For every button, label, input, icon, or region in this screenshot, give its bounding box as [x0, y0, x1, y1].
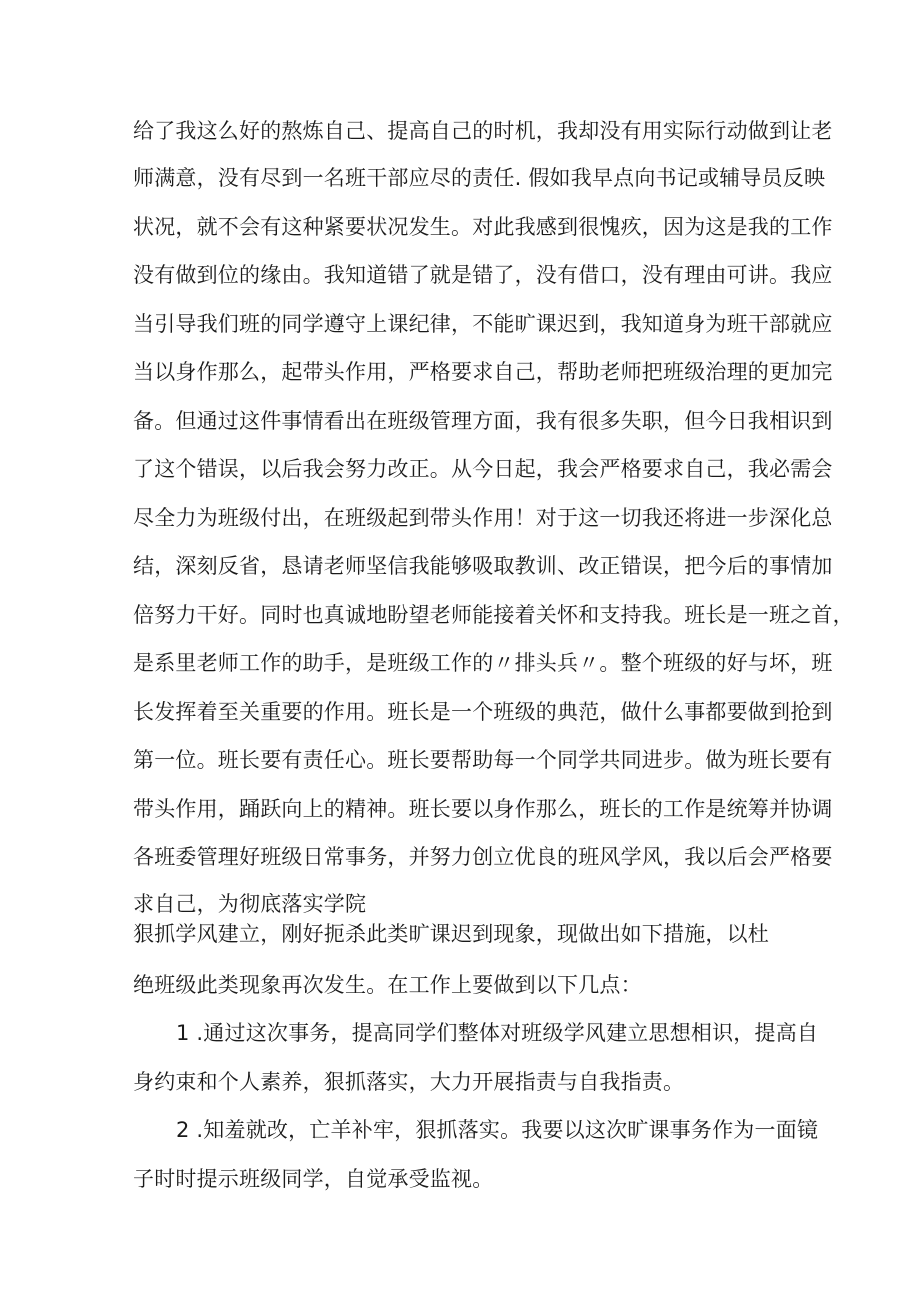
text-line: 备。但通过这件事情看出在班级管理方面，我有很多失职，但今日我相识到: [133, 409, 833, 433]
list-item-1-line: 1 .通过这次事务，提高同学们整体对班级学风建立思想相识，提高自: [176, 1021, 819, 1045]
text-line: 当引导我们班的同学遵守上课纪律，不能旷课迟到，我知道身为班干部就应: [133, 312, 833, 336]
text-line: 各班委管理好班级日常事务，并努力创立优良的班风学风，我以后会严格要: [133, 845, 833, 869]
text-line: 长发挥着至关重要的作用。班长是一个班级的典范，做什么事都要做到抢到: [133, 700, 833, 724]
text-line: 师满意，没有尽到一名班干部应尽的责任. 假如我早点向书记或辅导员反映: [133, 166, 826, 190]
text-line: 狠抓学风建立，刚好扼杀此类旷课迟到现象，现做出如下措施，以杜: [133, 922, 769, 946]
list-item-2-continuation: 子时时提示班级同学，自觉承受监视。: [133, 1167, 494, 1191]
text-line: 结，深刻反省，恳请老师坚信我能够吸取教训、改正错误，把今后的事情加: [133, 554, 833, 578]
text-line: 第一位。班长要有责任心。班长要帮助每一个同学共同进步。做为班长要有: [133, 748, 833, 772]
text-line: 倍努力干好。同时也真诚地盼望老师能接着关怀和支持我。班长是一班之首，: [133, 603, 854, 627]
text-line: 没有做到位的缘由。我知道错了就是错了，没有借口，没有理由可讲。我应: [133, 263, 833, 287]
text-line: 状况，就不会有这种紧要状况发生。对此我感到很愧疚，因为这是我的工作: [133, 215, 833, 239]
text-line: 绝班级此类现象再次发生。在工作上要做到以下几点：: [133, 973, 642, 997]
text-line: 带头作用，踊跃向上的精神。班长要以身作那么，班长的工作是统筹并协调: [133, 797, 833, 821]
text-line: 是系里老师工作的助手，是班级工作的〃排头兵〃。整个班级的好与坏，班: [133, 651, 833, 675]
text-line: 当以身作那么，起带头作用，严格要求自己，帮助老师把班级治理的更加完: [133, 360, 833, 384]
text-line: 尽全力为班级付出，在班级起到带头作用！对于这一切我还将进一步深化总: [133, 506, 833, 530]
list-item-2-line: 2 .知羞就改，亡羊补牢，狠抓落实。我要以这次旷课事务作为一面镜: [176, 1118, 819, 1142]
text-line: 给了我这么好的熬炼自己、提高自己的时机，我却没有用实际行动做到让老: [133, 119, 833, 143]
list-item-1-continuation: 身约束和个人素养，狠抓落实，大力开展指责与自我指责。: [133, 1070, 685, 1094]
text-line: 了这个错误，以后我会努力改正。从今日起，我会严格要求自己，我必需会: [133, 457, 833, 481]
text-line: 求自己，为彻底落实学院: [133, 892, 367, 916]
